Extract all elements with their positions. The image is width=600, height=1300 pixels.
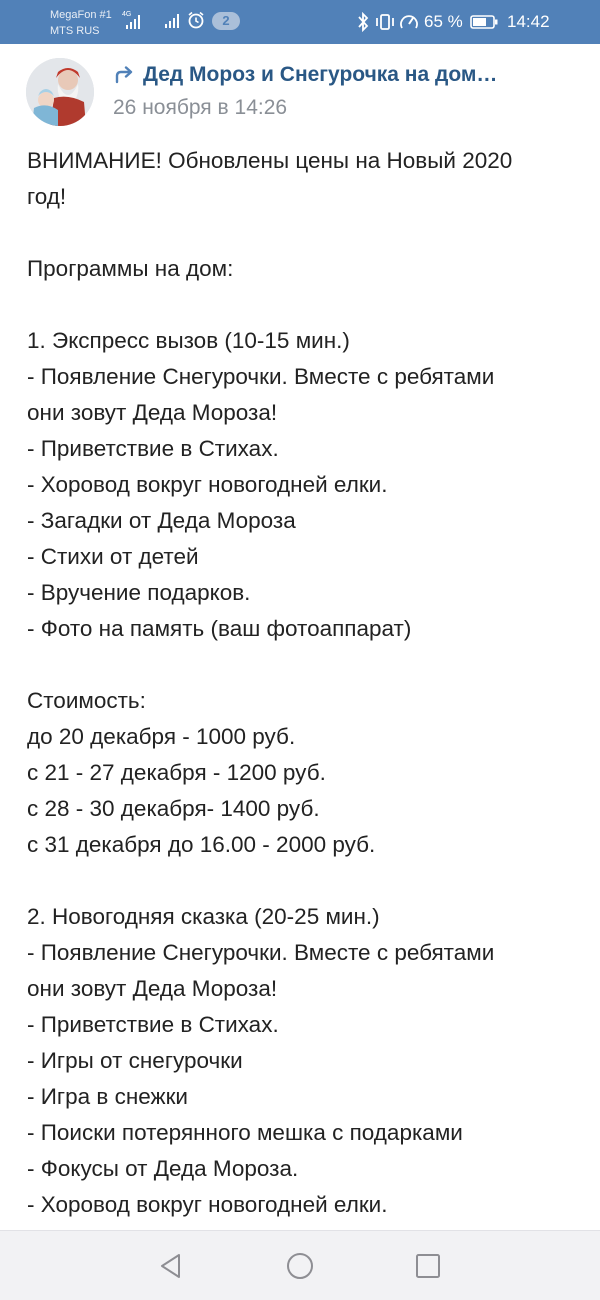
post-line: с 28 - 30 декабря- 1400 руб. <box>27 796 320 821</box>
battery-percent: 65 % <box>424 12 463 31</box>
post-line: - Стихи от детей <box>27 544 199 569</box>
back-icon[interactable] <box>156 1251 186 1281</box>
post-line: 2. Новогодняя сказка (20-25 мин.) <box>27 904 380 929</box>
post-line <box>27 863 582 899</box>
post-author-link[interactable]: Дед Мороз и Снегурочка на дом… <box>143 63 498 86</box>
recents-icon[interactable] <box>413 1251 443 1281</box>
network-type: 4G <box>122 11 132 18</box>
post-line: - Приветствие в Стихах. <box>27 1012 279 1037</box>
post-line: - Загадки от Деда Мороза <box>27 508 296 533</box>
home-icon[interactable] <box>285 1251 315 1281</box>
post-line: до 20 декабря - 1000 руб. <box>27 724 296 749</box>
post-line: они зовут Деда Мороза! <box>27 976 278 1001</box>
post-line: - Появление Снегурочки. Вместе с ребятами <box>27 364 495 389</box>
post-line: - Игры от снегурочки <box>27 1048 243 1073</box>
post-line: - Вручение подарков. <box>27 580 251 605</box>
post-line <box>27 647 582 683</box>
post-line: - Появление Снегурочки. Вместе с ребятами <box>27 940 495 965</box>
post-line: они зовут Деда Мороза! <box>27 400 278 425</box>
post-line <box>27 215 582 251</box>
post-line: - Фокусы от Деда Мороза. <box>27 1156 299 1181</box>
clock: 14:42 <box>507 12 550 31</box>
signal-icon <box>165 14 179 28</box>
repost-icon <box>114 65 136 85</box>
signal-icon <box>126 15 140 29</box>
status-bar <box>0 0 600 44</box>
notification-count-badge: 2 <box>212 12 240 30</box>
carrier-2: MTS RUS <box>50 25 100 37</box>
post-line: - Хоровод вокруг новогодней елки. <box>27 1192 388 1217</box>
author-avatar[interactable] <box>26 58 94 126</box>
post-line: год! <box>27 184 67 209</box>
avatar-image <box>26 58 94 126</box>
alarm-icon <box>187 11 205 29</box>
post-line: - Приветствие в Стихах. <box>27 436 279 461</box>
carrier-1: MegaFon #1 <box>50 9 112 21</box>
carrier-names <box>50 7 112 39</box>
post-line <box>27 287 582 323</box>
network-indicator <box>122 9 150 31</box>
data-saver-icon <box>398 12 420 32</box>
bluetooth-icon <box>356 12 370 32</box>
post-line: - Игра в снежки <box>27 1084 189 1109</box>
post-date: 26 ноября в 14:26 <box>113 96 288 119</box>
battery-icon <box>470 15 498 29</box>
post-line: - Хоровод вокруг новогодней елки. <box>27 472 388 497</box>
system-nav-bar <box>0 1230 600 1300</box>
post-line: - Фото на память (ваш фотоаппарат) <box>27 616 412 641</box>
post-line: Программы на дом: <box>27 256 234 281</box>
post-line: с 21 - 27 декабря - 1200 руб. <box>27 760 326 785</box>
post-line: - Поиски потерянного мешка с подарками <box>27 1120 463 1145</box>
post-line: Стоимость: <box>27 688 146 713</box>
vibrate-icon <box>374 12 396 32</box>
post-line: с 31 декабря до 16.00 - 2000 руб. <box>27 832 376 857</box>
post-line: 1. Экспресс вызов (10-15 мин.) <box>27 328 350 353</box>
post-line: ВНИМАНИЕ! Обновлены цены на Новый 2020 <box>27 148 513 173</box>
post-text <box>27 143 582 1223</box>
